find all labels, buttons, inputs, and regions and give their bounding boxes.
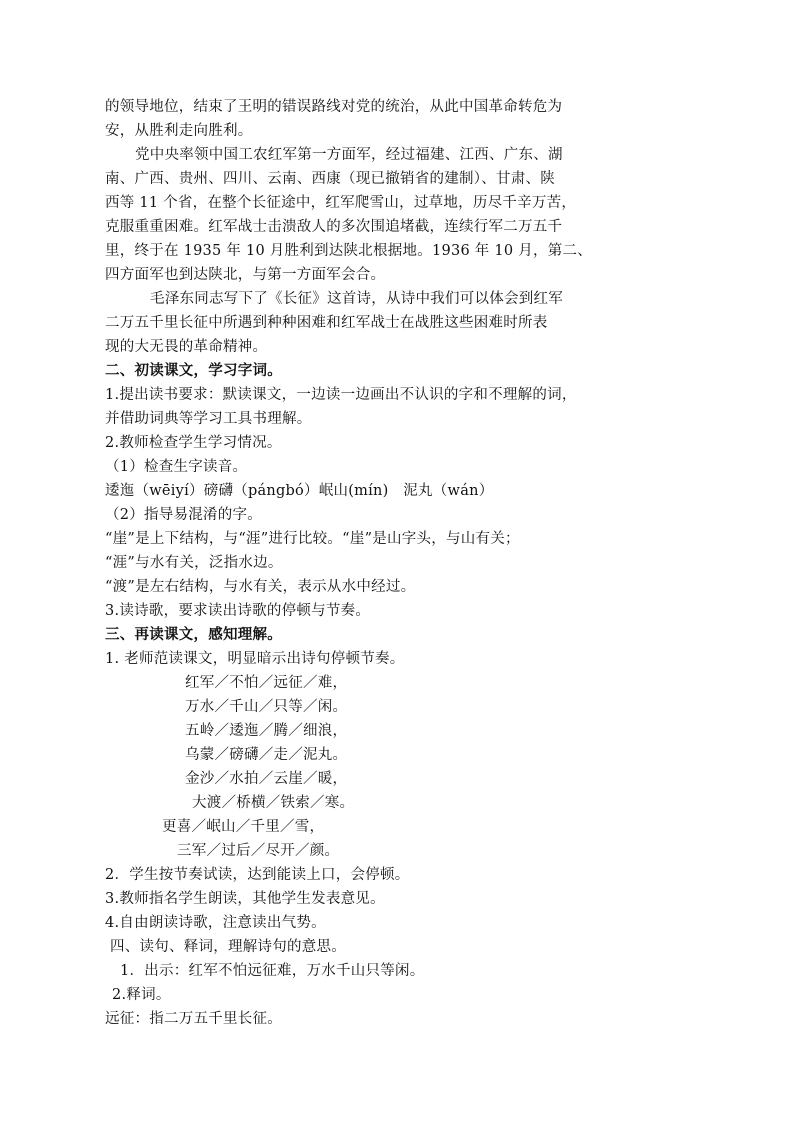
paragraph-line: 现的大无畏的革命精神。 [105,339,268,355]
paragraph-line: 3.教师指名学生朗读，其他学生发表意见。 [105,891,385,907]
paragraph-line: 2.释词。 [112,987,171,1003]
poem-line: 乌蒙／磅礴／走／泥丸。 [185,747,348,763]
poem-line: 万水／千山／只等／闲。 [185,699,348,715]
paragraph-line: 四方面军也到达陕北，与第一方面军会合。 [105,267,386,283]
pronunciation-line: 逶迤（wēiyí）磅礴（pángbó）岷山(mín) 泥丸（wán） [105,483,494,499]
section-heading: 四、读句、释词，理解诗句的意思。 [110,939,346,955]
paragraph-line: 南、广西、贵州、四川、云南、西康（现已撤销省的建制）、甘肃、陕 [105,171,555,187]
poem-line: 三军／过后／尽开／颜。 [177,843,340,859]
paragraph-line: 远征：指二万五千里长征。 [105,1011,282,1027]
paragraph-line: （1）检查生字读音。 [105,459,248,475]
poem-line: 更喜／岷山／千里／雪， [162,819,325,835]
paragraph-line: “渡”是左右结构，与水有关，表示从水中经过。 [105,579,416,595]
paragraph-line: 毛泽东同志写下了《长征》这首诗，从诗中我们可以体会到红军 [150,291,563,307]
paragraph-line: 并借助词典等学习工具书理解。 [105,411,312,427]
paragraph-line: （2）指导易混淆的字。 [105,507,262,523]
paragraph-line: 党中央率领中国工农红军第一方面军，经过福建、江西、广东、湖 [135,147,563,163]
paragraph-line: 的领导地位，结束了王明的错误路线对党的统治，从此中国革命转危为 [105,99,563,115]
paragraph-line: “崖”是上下结构，与“涯”进行比较。“崖”是山字头，与山有关； [105,531,520,547]
paragraph-line: 1. 老师范读课文，明显暗示出诗句停顿节奏。 [105,651,405,667]
paragraph-line: 克服重重困难。红军战士击溃敌人的多次围追堵截，连续行军二万五千 [105,219,563,235]
poem-line: 五岭／逶迤／腾／细浪， [185,723,348,739]
paragraph-line: “涯”与水有关，泛指水边。 [105,555,283,571]
paragraph-line: 安，从胜利走向胜利。 [105,123,253,139]
poem-line: 红军／不怕／远征／难， [185,675,348,691]
paragraph-line: 1．出示：红军不怕远征难，万水千山只等闲。 [120,963,425,979]
section-heading: 二、初读课文，学习字词。 [105,362,282,379]
paragraph-line: 2．学生按节奏试读，达到能读上口，会停顿。 [105,867,410,883]
paragraph-line: 1.提出读书要求：默读课文，一边读一边画出不认识的字和不理解的词， [105,387,577,403]
section-heading: 三、再读课文，感知理解。 [105,626,282,643]
paragraph-line: 里，终于在 1935 年 10 月胜利到达陕北根据地。1936 年 10 月，第二、 [105,243,592,259]
poem-line: 金沙／水拍／云崖／暖， [185,771,348,787]
paragraph-line: 3.读诗歌，要求读出诗歌的停顿与节奏。 [105,603,371,619]
paragraph-line: 二万五千里长征中所遇到种种困难和红军战士在战胜这些困难时所表 [105,315,548,331]
paragraph-line: 4.自由朗读诗歌，注意读出气势。 [105,915,326,931]
paragraph-line: 西等 11 个省，在整个长征途中，红军爬雪山，过草地，历尽千辛万苦， [105,195,577,211]
poem-line: 大渡／桥横／铁索／寒。 [192,795,355,811]
paragraph-line: 2.教师检查学生学习情况。 [105,435,282,451]
